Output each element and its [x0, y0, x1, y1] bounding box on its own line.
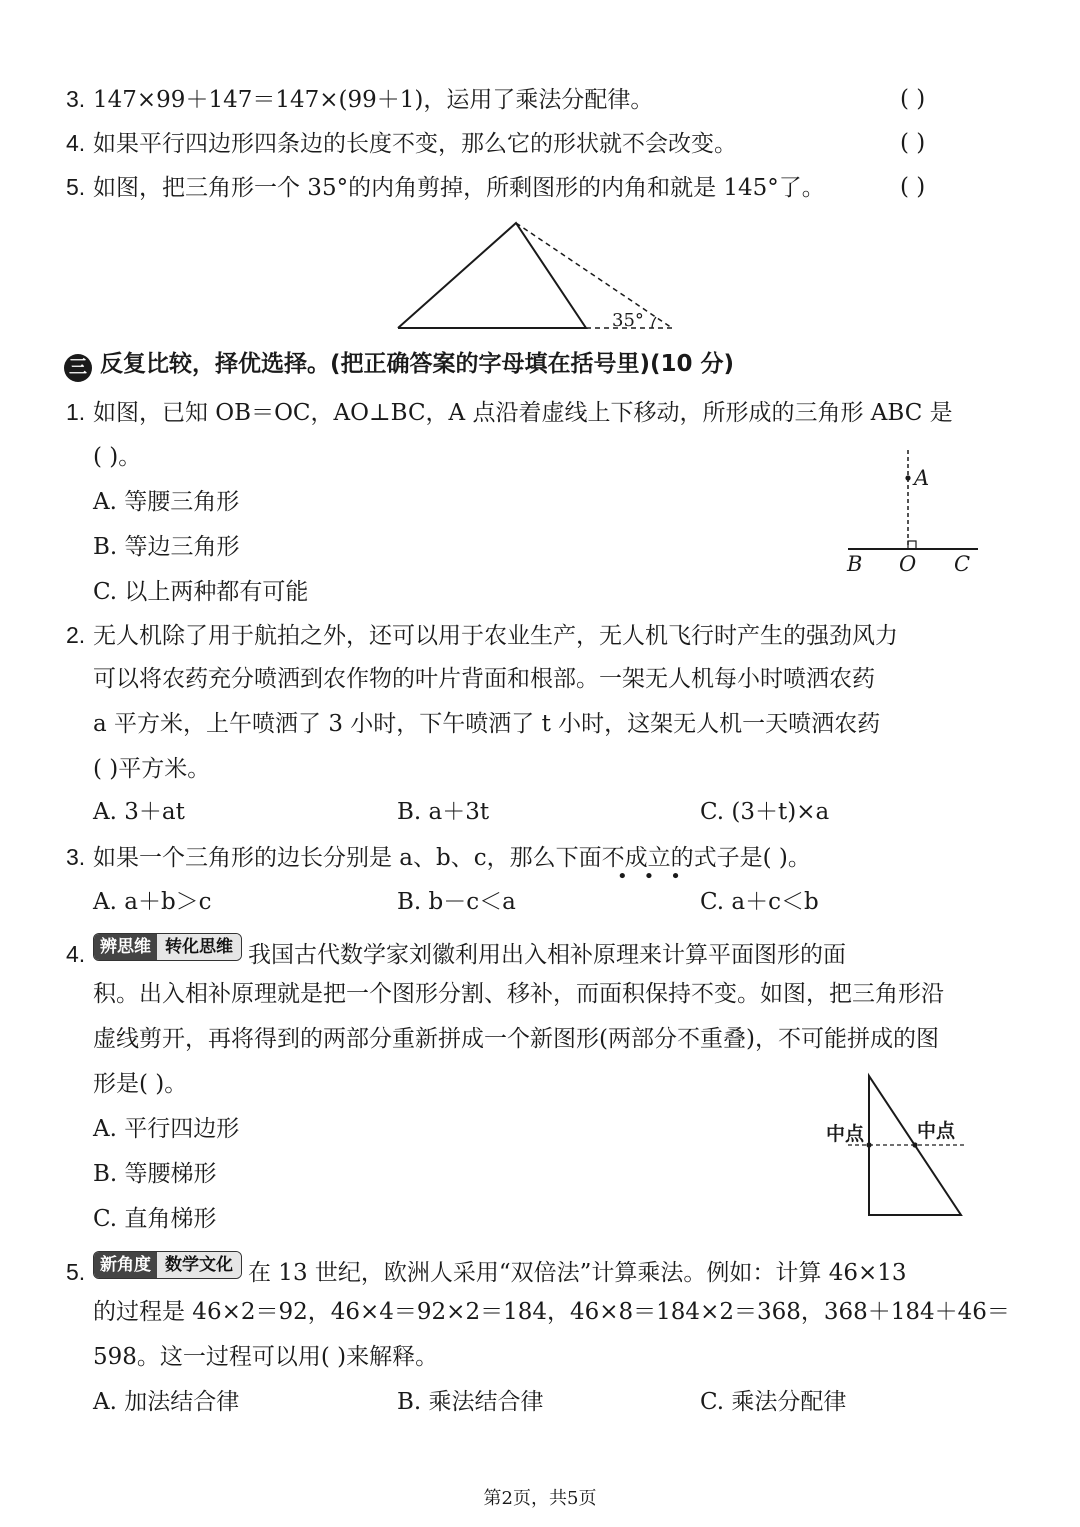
- q4-text-2: 积。出入相补原理就是把一个图形分割、移补，而面积保持不变。如图，把三角形沿: [93, 981, 944, 1007]
- item-number: 5.: [66, 174, 86, 200]
- item-number: 5.: [66, 1259, 86, 1285]
- item-number: 3.: [66, 844, 86, 870]
- q2-line-1: [66, 620, 898, 651]
- q5-text-2: 的过程是 46×2＝92，46×4＝92×2＝184，46×8＝184×2＝368，368＋184＋46＝: [93, 1299, 1010, 1325]
- cut-dashed-edge-top: [516, 223, 672, 328]
- q1-text: 如图，已知 OB＝OC，AO⊥BC，A 点沿着虚线上下移动，所形成的三角形 ABC 是: [93, 400, 953, 426]
- item-text: 如果平行四边形四条边的长度不变，那么它的形状就不会改变。: [93, 131, 737, 157]
- q2-option-b[interactable]: B. a＋3t: [397, 799, 490, 825]
- q4-tag: [93, 933, 242, 961]
- angle-arc: [652, 317, 656, 328]
- label-a: A: [914, 466, 930, 490]
- answer-paren-5[interactable]: ( ): [900, 174, 926, 200]
- angle-label: 35°: [612, 310, 644, 331]
- perpendicular-figure: [840, 446, 990, 556]
- tf-item-5: [66, 172, 825, 203]
- q5-option-b[interactable]: B. 乘法结合律: [397, 1389, 544, 1415]
- q3-option-b[interactable]: B. b－c＜a: [397, 889, 516, 915]
- item-text: 147×99＋147＝147×(99＋1)，运用了乘法分配律。: [93, 87, 654, 113]
- q1-option-a[interactable]: A. 等腰三角形: [93, 489, 240, 515]
- answer-paren-3[interactable]: ( ): [900, 86, 926, 112]
- q5-text-1: 在 13 世纪，欧洲人采用“双倍法”计算乘法。例如：计算 46×13: [248, 1260, 907, 1286]
- label-c: C: [954, 552, 971, 576]
- midpoint-left: [866, 1142, 871, 1147]
- tag-primary: 新角度: [94, 1252, 157, 1278]
- q1-answer-paren[interactable]: ( )。: [93, 444, 142, 470]
- q5-option-c[interactable]: C. 乘法分配律: [700, 1389, 847, 1415]
- q1-option-b[interactable]: B. 等边三角形: [93, 534, 240, 560]
- item-number: 1.: [66, 399, 86, 425]
- q4-option-c[interactable]: C. 直角梯形: [93, 1206, 217, 1232]
- q2-text-2: 可以将农药充分喷洒到农作物的叶片背面和根部。一架无人机每小时喷洒农药: [93, 666, 875, 692]
- tag-secondary: 数学文化: [157, 1252, 241, 1278]
- q1-line-1: [66, 397, 953, 428]
- point-a: [905, 475, 910, 480]
- item-number: 4.: [66, 941, 86, 967]
- tag-primary: 辨思维: [94, 934, 157, 960]
- q2-option-a[interactable]: A. 3＋at: [93, 799, 185, 825]
- label-o: O: [899, 552, 917, 576]
- triangle-solid-edges: [398, 223, 586, 328]
- answer-paren-4[interactable]: ( ): [900, 130, 926, 156]
- midpoint-right: [912, 1142, 917, 1147]
- q2-text-4[interactable]: ( )平方米。: [93, 756, 211, 782]
- right-angle-mark: [908, 541, 916, 549]
- label-midpoint-right: 中点: [917, 1120, 956, 1142]
- q4-option-a[interactable]: A. 平行四边形: [93, 1116, 240, 1142]
- section-badge: 三: [64, 354, 92, 382]
- section-3-title: [64, 349, 734, 382]
- label-b: B: [847, 552, 863, 576]
- tf-item-3: [66, 84, 653, 115]
- q3-option-c[interactable]: C. a＋c＜b: [700, 889, 819, 915]
- q4-text-4[interactable]: 形是( )。: [93, 1071, 188, 1097]
- q5-text-3[interactable]: 598。这一过程可以用( )来解释。: [93, 1344, 439, 1370]
- q4-text-3: 虚线剪开，再将得到的两部分重新拼成一个新图形(两部分不重叠)，不可能拼成的图: [93, 1026, 939, 1052]
- q3-text: 如果一个三角形的边长分别是 a、b、c，那么下面不成立的式子是( )。: [93, 845, 811, 871]
- q2-text-3: a 平方米，上午喷洒了 3 小时，下午喷洒了 t 小时，这架无人机一天喷洒农药: [93, 711, 881, 737]
- tag-secondary: 转化思维: [157, 934, 241, 960]
- q5-option-a[interactable]: A. 加法结合律: [93, 1389, 240, 1415]
- q3-line: [66, 842, 811, 873]
- q4-option-b[interactable]: B. 等腰梯形: [93, 1161, 217, 1187]
- q4-line-1: [66, 933, 846, 970]
- q3-option-a[interactable]: A. a＋b＞c: [93, 889, 212, 915]
- right-triangle-figure: [840, 1072, 970, 1222]
- q5-line-1: [66, 1251, 907, 1288]
- cut-triangle-figure: [390, 215, 690, 335]
- q2-text-1: 无人机除了用于航拍之外，还可以用于农业生产，无人机飞行时产生的强劲风力: [93, 623, 898, 649]
- q2-option-c[interactable]: C. (3＋t)×a: [700, 799, 830, 825]
- item-number: 3.: [66, 86, 86, 112]
- item-text: 如图，把三角形一个 35°的内角剪掉，所剩图形的内角和就是 145°了。: [93, 175, 825, 201]
- q5-tag: [93, 1251, 242, 1279]
- item-number: 4.: [66, 130, 86, 156]
- tf-item-4: [66, 128, 737, 159]
- emphasis-dots: •••: [617, 866, 697, 887]
- item-number: 2.: [66, 622, 86, 648]
- page-footer: 第2页，共5页: [483, 1488, 597, 1509]
- q1-option-c[interactable]: C. 以上两种都有可能: [93, 579, 309, 605]
- label-midpoint-left: 中点: [826, 1123, 865, 1145]
- section-title-text: 反复比较，择优选择。(把正确答案的字母填在括号里)(10 分): [100, 351, 735, 377]
- q4-text-1: 我国古代数学家刘徽利用出入相补原理来计算平面图形的面: [248, 942, 846, 968]
